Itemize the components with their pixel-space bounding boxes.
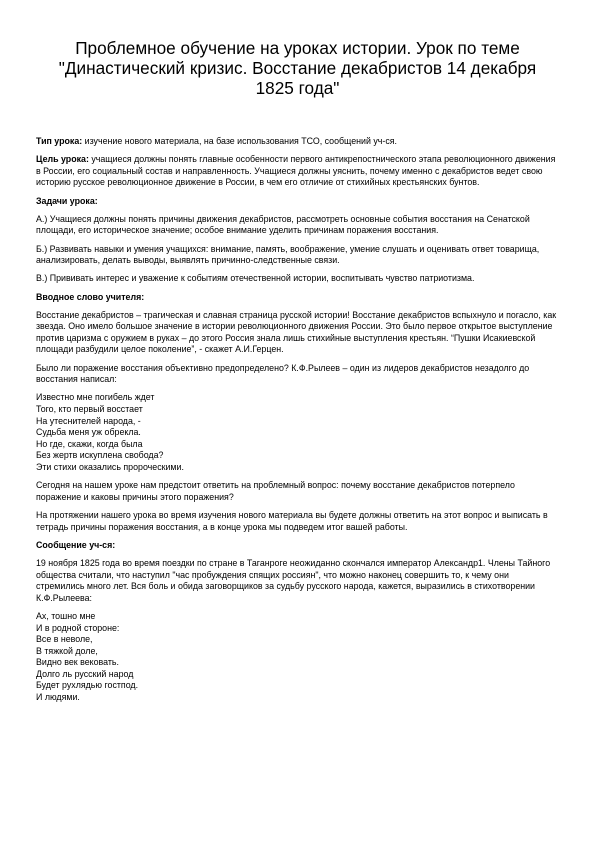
poem-1-line: Того, кто первый восстает (36, 404, 143, 415)
poem-2-line: Все в неволе, (36, 634, 93, 645)
document-body (36, 136, 559, 704)
task-b-paragraph: Б.) Развивать навыки и умения учащихся: внимание, память, воображение, умение слушать и оценивать ответ товарища, анализировать, делать выводы, выявлять причинно-следственные связи. (36, 243, 540, 266)
goal-paragraph (36, 154, 559, 189)
poem-2-line: Видно век вековать. (36, 657, 119, 668)
poem-2-line: Будет рухлядью гостпод. (36, 680, 139, 691)
poem-2 (36, 611, 559, 704)
lesson-type-text: изучение нового материала, на базе использования ТСО, сообщений уч-ся. (82, 136, 398, 146)
poem-1-line: Эти стихи оказались пророческими. (36, 462, 184, 472)
poem-1-line: На утеснителей народа, - (36, 415, 141, 426)
task-v-paragraph: В.) Прививать интерес и уважение к событиям отечественной истории, воспитывать чувство патриотизма. (36, 273, 475, 284)
message-paragraph-1: 19 ноября 1825 года во время поездки по стране в Таганроге неожиданно скончался император Александр1. Члены Тайного общества считали, что наступил "час пробуждения спящих россиян", что можно наконец совершить то, к чему они стремились много лет. Вся боль и обида заговорщиков за судьбу русского народа, кажется, выразились в стихотворении К.Ф.Рылеева: (36, 557, 551, 603)
lesson-type-paragraph (36, 136, 559, 148)
goal-label: Цель урока: (36, 154, 89, 165)
document-title: Проблемное обучение на уроках истории. Урок по теме "Династический кризис. Восстание декабристов 14 декабря 1825 года" (58, 38, 537, 98)
poem-1-line: Но где, скажи, когда была (36, 438, 143, 449)
intro-heading: Вводное слово учителя: (36, 291, 145, 302)
tasks-heading: Задачи урока: (36, 195, 98, 206)
poem-2-line: И людями. (36, 692, 80, 703)
poem-2-line: Ах, тошно мне (36, 610, 96, 621)
intro-paragraph-3: Сегодня на нашем уроке нам предстоит ответить на проблемный вопрос: почему восстание декабристов потерпело поражение и каковы причины этого поражения? (36, 480, 515, 502)
lesson-type-label: Тип урока: (36, 136, 83, 146)
intro-paragraph-1: Восстание декабристов – трагическая и славная страница русской истории! Восстание декабристов вспыхнуло и погасло, как звезда. Оно имело большое значение в истории революционного движения России. Это было первое открытое выступление против царизма с оружием в руках – до этого Россия знала лишь стихийные выступления крестьян. “Пушки Исакиевской площади разбудили целое поколение”, - скажет А.И.Герцен. (36, 309, 557, 355)
poem-1-line: Судьба меня уж обрекла. (36, 427, 141, 438)
intro-paragraph-4: На протяжении нашего урока во время изучения нового материала вы будете должны ответить на этот вопрос и выписать в тетрадь причины поражения восстания, а в конце урока мы подведем итог вашей работы. (36, 509, 548, 532)
goal-text: учащиеся должны понять главные особенности первого антикрепостнического этапа революционного движения в России, его социальный состав и направленность. Учащиеся должны уяснить, почему именно с декабристов ведет свою историю русское революционное движение в России, в чем его отличие от стихийных крестьянских бунтов. (36, 154, 556, 188)
poem-1-line: Без жертв искуплена свобода? (36, 450, 164, 461)
poem-1-line: Известно мне погибель ждет (36, 392, 155, 403)
poem-2-line: И в родной стороне: (36, 622, 120, 633)
poem-2-line: В тяжкой доле, (36, 645, 98, 656)
poem-1 (36, 392, 559, 473)
poem-2-line: Долго ль русский народ (36, 668, 134, 679)
task-a-paragraph: А.) Учащиеся должны понять причины движения декабристов, рассмотреть основные события восстания на Сенатской площади, его историческое значение; особое внимание уделить причинам поражения восстания. (36, 213, 530, 236)
message-heading: Сообщение уч-ся: (36, 539, 116, 550)
intro-paragraph-2: Было ли поражение восстания объективно предопределено? К.Ф.Рылеев – один из лидеров декабристов незадолго до восстания написал: (36, 362, 530, 385)
